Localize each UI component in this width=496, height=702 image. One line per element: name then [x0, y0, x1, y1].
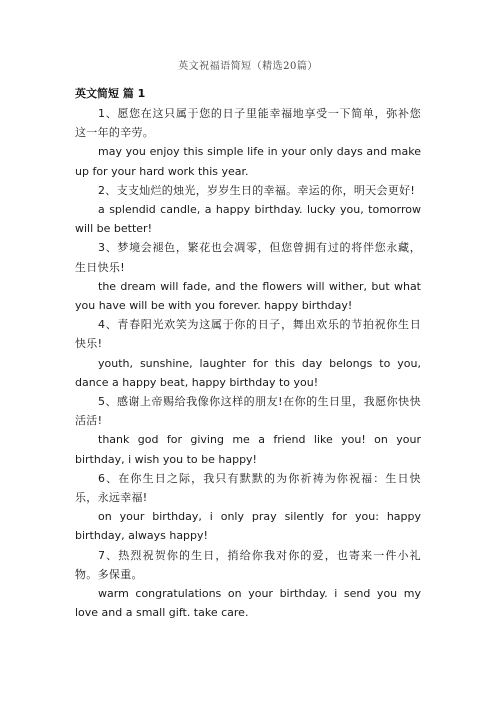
- paragraph-en-6: on your birthday, i only pray silently for you: happy birthday, always happy!: [75, 510, 421, 543]
- paragraph-en-3: the dream will fade, and the flowers will wither, but what you have will be with you forever. happy birthday!: [75, 279, 421, 313]
- paragraph-zh-2: 2、支支灿烂的烛光，岁岁生日的幸福。幸运的你，明天会更好!: [98, 183, 416, 197]
- paragraph-en-7: warm congratulations on your birthday. i send you my love and a small gift. take care.: [75, 587, 421, 620]
- paragraph-zh-3: 3、梦境会褪色，繁花也会凋零，但您曾拥有过的将伴您永藏，生日快乐!: [75, 241, 421, 274]
- paragraph-zh-1: 1、愿您在这只属于您的日子里能幸福地享受一下简单，弥补您这一年的辛劳。: [75, 107, 421, 140]
- paragraph-en-4: youth, sunshine, laughter for this day belongs to you, dance a happy beat, happy birthday to you!: [75, 356, 421, 389]
- page-header: 英文祝福语简短（精选20篇）: [178, 61, 318, 72]
- paragraph-en-2: a splendid candle, a happy birthday. lucky you, tomorrow will be better!: [75, 203, 421, 236]
- paragraph-zh-7: 7、热烈祝贺你的生日，捎给你我对你的爱，也寄来一件小礼物。多保重。: [75, 548, 421, 581]
- paragraph-zh-6: 6、在你生日之际，我只有默默的为你祈祷为你祝福：生日快乐，永远幸福!: [75, 471, 421, 505]
- section-title: 英文简短 篇 1: [75, 87, 146, 100]
- document-body: [75, 86, 421, 622]
- paragraph-en-5: thank god for giving me a friend like you! on your birthday, i wish you to be happy!: [75, 433, 421, 466]
- paragraph-en-1: may you enjoy this simple life in your only days and make up for your hard work this year.: [75, 145, 421, 178]
- paragraph-zh-5: 5、感谢上帝赐给我像你这样的朋友!在你的生日里，我愿你快快活活!: [75, 395, 421, 428]
- paragraph-zh-4: 4、青春阳光欢笑为这属于你的日子，舞出欢乐的节拍祝你生日快乐!: [75, 318, 421, 351]
